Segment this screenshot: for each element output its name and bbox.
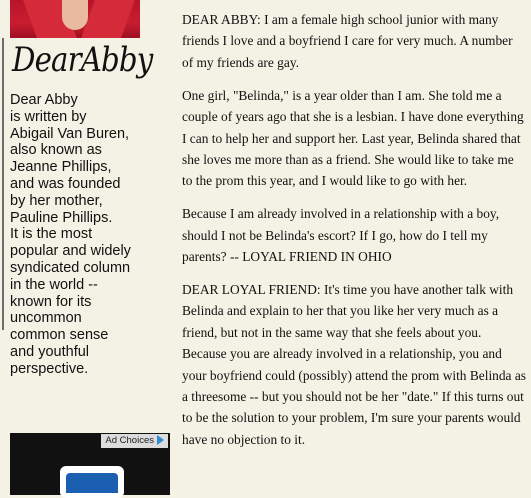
- ad-choices-icon: [157, 435, 164, 445]
- photo-neck: [62, 0, 88, 30]
- ad-choices-label: Ad Choices: [105, 435, 154, 446]
- sidebar: [0, 0, 175, 495]
- author-photo: [10, 0, 140, 38]
- article-paragraph-answer: DEAR LOYAL FRIEND: It's time you have another talk with Belinda and explain to her that you like her very much as a friend, but not in the same way that she feels about you. Because you are already involved in a relationship, you and your boyfriend could (possibly) attend the prom with Belinda as a threesome -- but you should not be her "date." If this turns out to be the solution to your problem, I'm sure your parents would have no objection to it.: [182, 281, 526, 447]
- advertisement[interactable]: [10, 433, 170, 495]
- article-paragraph-letter-intro: DEAR ABBY: I am a female high school junior with many friends I love and a boyfriend I care for very much. A number of my friends are gay.: [182, 12, 513, 70]
- sidebar-divider: [2, 38, 4, 330]
- ad-brand-logo: [60, 466, 124, 498]
- article-paragraph-letter-details: One girl, "Belinda," is a year older than I am. She told me a couple of years ago that she is a lesbian. I have done everything I can to help her and support her. Last year, Belinda shared that she loves me more than as a friend. She would like to take me to the prom this year, and I would like to go with her.: [182, 87, 524, 189]
- column-bio: Dear Abby is written by Abigail Van Buren, also known as Jeanne Phillips, and was founded by her mother, Pauline Phillips. It is the most popular and widely syndicated column in the world -- known for its uncommon common sense and youthful perspective.: [10, 92, 131, 377]
- ad-choices-badge[interactable]: [101, 434, 168, 448]
- article-paragraph-letter-question: Because I am already involved in a relationship with a boy, should I not be Belinda's escort? If I go, how do I tell my parents? -- LOYAL FRIEND IN OHIO: [182, 206, 500, 265]
- article-body: [182, 9, 527, 462]
- dear-abby-logo: DearAbby: [12, 40, 153, 80]
- photo-collar-right: [81, 0, 135, 38]
